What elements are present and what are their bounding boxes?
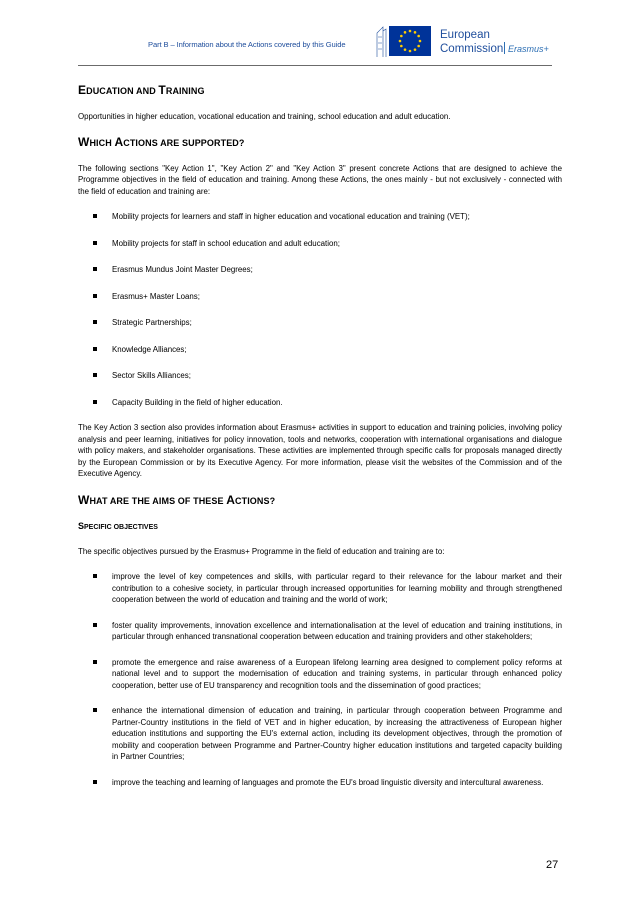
objectives-list xyxy=(78,571,562,788)
key-action-3-note: The Key Action 3 section also provides information about Erasmus+ activities in support to education and training policies, involving policy analysis and peer learning, initiatives for policy innovation, tools and networks, cooperation with international organisations and dialogue with policy makers, and stakeholder organisations. These activities are implemented through specific calls for proposals managed directly by the European Commission or by its Executive Agency. For more information, please visit the websites of the Commission and of the Executive Agency. xyxy=(78,423,562,478)
list-item: Erasmus Mundus Joint Master Degrees; xyxy=(78,264,562,276)
eu-star-icon xyxy=(417,35,420,38)
running-header: Part B – Information about the Actions covered by this Guide xyxy=(148,40,346,49)
list-item: improve the teaching and learning of languages and promote the EU's broad linguistic diversity and intercultural awareness. xyxy=(78,777,562,789)
list-item: Strategic Partnerships; xyxy=(78,317,562,329)
list-item: enhance the international dimension of education and training, in particular through cooperation between Programme and Partner-Country institutions in the field of VET and in higher education, by increasing the attractiveness of European higher education institutions and supporting the EU's external action, including its development objectives, through the promotion of mobility and cooperation between Programme and Partner-Country higher education institutions and targeted capacity building in Partner Countries; xyxy=(78,705,562,763)
list-item: foster quality improvements, innovation excellence and internationalisation at the level of education and training institutions, in particular through enhanced transnational cooperation between education and training providers and other stakeholders; xyxy=(78,620,562,643)
actions-intro: The following sections "Key Action 1", "Key Action 2" and "Key Action 3" present concrete Actions that are designed to achieve the Programme objectives in the field of education and training. Among these Actions, the ones mainly - but not exclusively - connected with the field of education and training are: xyxy=(78,163,562,196)
eu-star-icon xyxy=(414,48,417,51)
eu-star-icon xyxy=(399,40,402,43)
page-number: 27 xyxy=(546,859,559,871)
subheading-specific-objectives: SPECIFIC OBJECTIVES xyxy=(78,521,158,531)
list-item: Erasmus+ Master Loans; xyxy=(78,291,562,303)
education-intro: Opportunities in higher education, vocational education and training, school education and adult education. xyxy=(78,111,451,121)
list-item: Sector Skills Alliances; xyxy=(78,370,562,382)
eu-star-icon xyxy=(400,45,403,48)
eu-star-icon xyxy=(417,45,420,48)
logo-erasmus: Erasmus+ xyxy=(508,44,549,54)
eu-star-icon xyxy=(404,48,407,51)
list-item: promote the emergence and raise awareness of a European lifelong learning area designed to complement policy reforms at national level and to support the modernisation of education and training systems, in particular through enhanced policy cooperation, better use of EU transparency and recognition tools and the dissemination of good practices; xyxy=(78,657,562,692)
commission-building-icon xyxy=(377,27,386,57)
logo-divider xyxy=(504,42,505,54)
logo-line-european: European xyxy=(440,29,490,41)
actions-list xyxy=(78,211,562,408)
eu-star-icon xyxy=(414,31,417,34)
page-content xyxy=(78,85,562,788)
list-item: Mobility projects for learners and staff in higher education and vocational education and training (VET); xyxy=(78,211,562,223)
objectives-intro: The specific objectives pursued by the Erasmus+ Programme in the field of education and training are to: xyxy=(78,546,445,556)
eu-star-icon xyxy=(409,50,412,53)
heading-education-and-training: EDUCATION AND TRAINING xyxy=(78,83,205,97)
eu-star-icon xyxy=(404,31,407,34)
header-divider xyxy=(78,65,552,66)
heading-which-actions: WHICH ACTIONS ARE SUPPORTED? xyxy=(78,135,245,149)
heading-aims: WHAT ARE THE AIMS OF THESE ACTIONS? xyxy=(78,492,276,507)
eu-star-icon xyxy=(419,40,422,43)
eu-star-icon xyxy=(400,35,403,38)
logo-line-commission: Commission xyxy=(440,43,504,55)
list-item: improve the level of key competences and skills, with particular regard to their relevance for the labour market and their contribution to a cohesive society, in particular through increased opportunities for learning mobility and through strengthened cooperation between the world of education and training and the world of work; xyxy=(78,571,562,606)
eu-star-icon xyxy=(409,30,412,33)
list-item: Mobility projects for staff in school education and adult education; xyxy=(78,238,562,250)
list-item: Capacity Building in the field of higher education. xyxy=(78,397,562,409)
list-item: Knowledge Alliances; xyxy=(78,344,562,356)
european-commission-logo xyxy=(376,21,572,61)
